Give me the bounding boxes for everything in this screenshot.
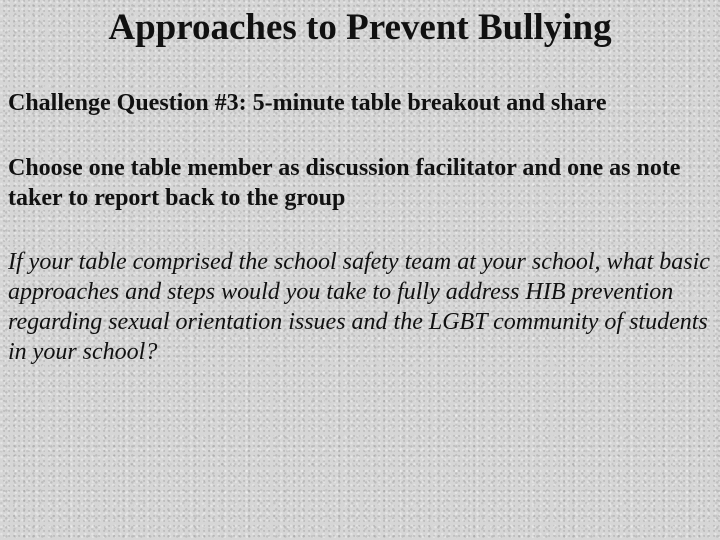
slide-title: Approaches to Prevent Bullying — [108, 7, 612, 48]
breakout-instructions: Choose one table member as discussion facilitator and one as note taker to report back to the group — [8, 155, 681, 211]
discussion-question: If your table comprised the school safety team at your school, what basic approaches and steps would you take to fully address HIB prevention regarding sexual orientation issues and the LGBT community of students in your school? — [8, 249, 710, 365]
challenge-question-heading: Challenge Question #3: 5-minute table breakout and share — [8, 90, 607, 116]
